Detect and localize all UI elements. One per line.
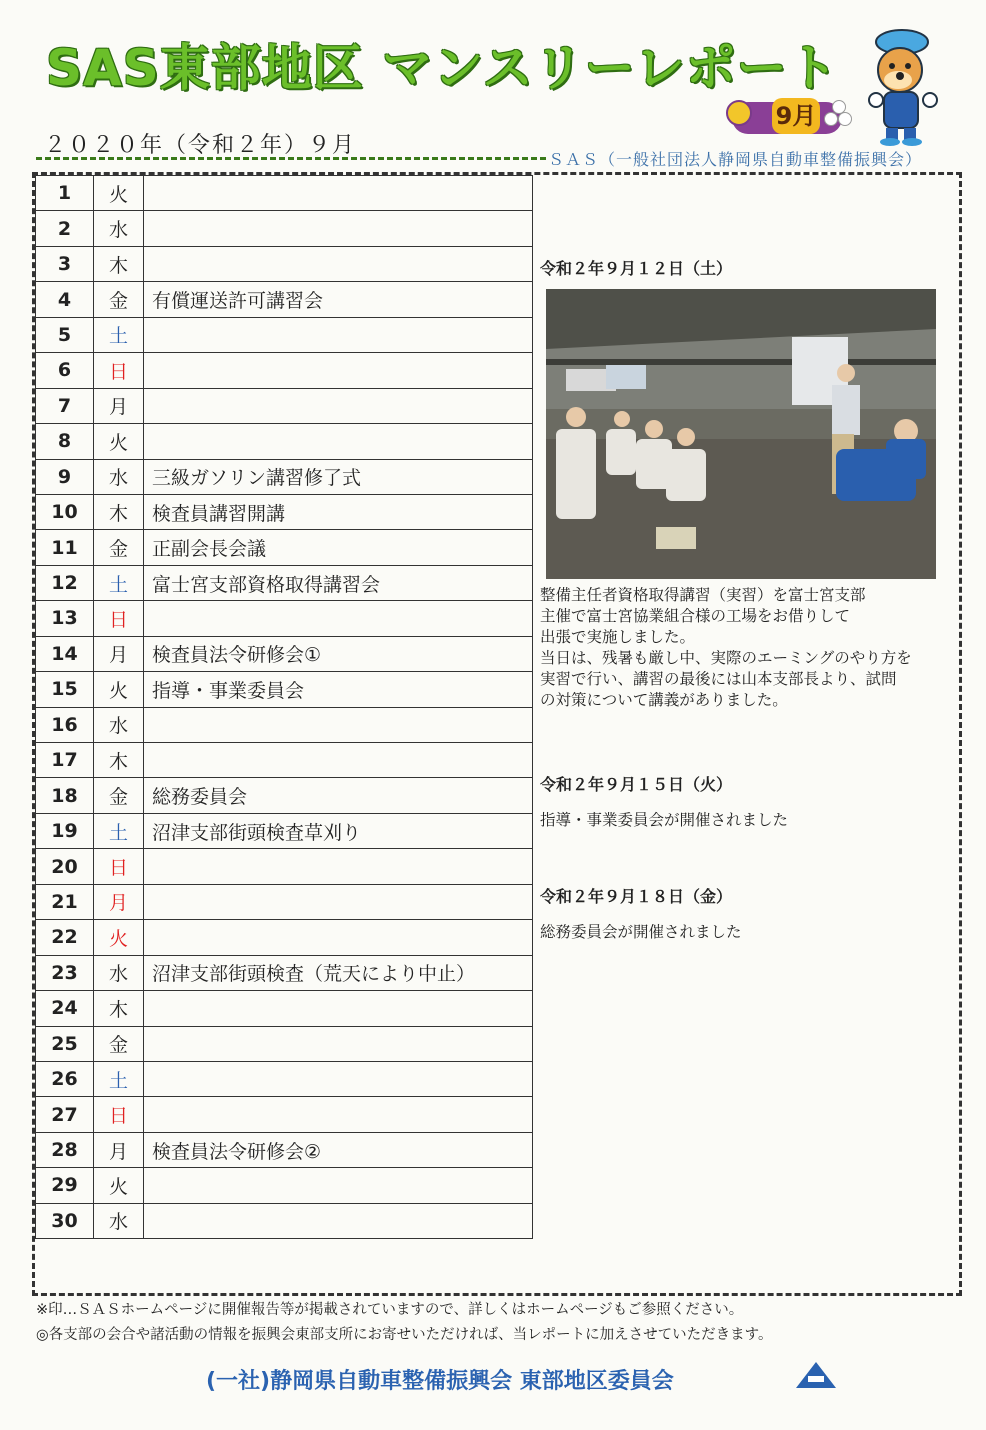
workshop-photo [546,289,936,579]
calendar-row [36,1026,533,1061]
day-number: 6 [36,353,94,388]
calendar-row [36,884,533,919]
event-cell [144,424,533,459]
footnote: ◎各支部の会合や諸活動の情報を振興会東部支所にお寄せいただければ、当レポートに加えさせていただきます。 [36,1327,773,1343]
calendar-row [36,707,533,742]
calendar-row [36,565,533,600]
weekday: 土 [94,813,144,848]
weekday: 土 [94,565,144,600]
calendar-row [36,246,533,281]
report-1-body [540,585,950,711]
calendar-row [36,176,533,211]
report-date: 令和２年９月１２日（土） [540,259,733,278]
report-line: の対策について講義がありました。 [540,691,788,709]
day-number: 30 [36,1203,94,1238]
event-cell [144,353,533,388]
footnote: ※印…ＳＡＳホームページに開催報告等が掲載されていますので、詳しくはホームページもご参照ください。 [36,1302,744,1318]
report-line: 当日は、残暑も厳し中、実際のエーミングのやり方を [540,649,912,667]
weekday: 木 [94,991,144,1026]
day-number: 4 [36,282,94,317]
day-number: 27 [36,1097,94,1132]
weekday: 日 [94,353,144,388]
weekday: 木 [94,743,144,778]
calendar-row [36,317,533,352]
divider [36,157,546,160]
month-badge [720,96,860,140]
calendar-row [36,353,533,388]
weekday: 月 [94,388,144,423]
day-number: 9 [36,459,94,494]
calendar-row [36,743,533,778]
weekday: 水 [94,707,144,742]
report-date: 令和２年９月１８日（金） [540,887,733,906]
weekday: 木 [94,246,144,281]
event-cell [144,601,533,636]
day-number: 8 [36,424,94,459]
weekday: 水 [94,211,144,246]
day-number: 16 [36,707,94,742]
weekday: 月 [94,1132,144,1167]
weekday: 水 [94,1203,144,1238]
weekday: 日 [94,1097,144,1132]
event-cell: 有償運送許可講習会 [144,282,533,317]
calendar-row [36,459,533,494]
weekday: 水 [94,955,144,990]
day-number: 5 [36,317,94,352]
weekday: 日 [94,601,144,636]
calendar-row [36,601,533,636]
calendar-row [36,1168,533,1203]
event-cell [144,1026,533,1061]
day-number: 29 [36,1168,94,1203]
calendar-row [36,991,533,1026]
event-cell: 沼津支部街頭検査（荒天により中止） [144,955,533,990]
day-number: 13 [36,601,94,636]
weekday: 木 [94,494,144,529]
moon-icon [726,100,752,126]
calendar-row [36,211,533,246]
calendar-row [36,1132,533,1167]
event-cell [144,1097,533,1132]
event-cell [144,743,533,778]
report-2 [540,774,950,831]
report-date: 令和２年９月１５日（火） [540,775,733,794]
weekday: 火 [94,176,144,211]
weekday: 月 [94,884,144,919]
day-number: 1 [36,176,94,211]
event-cell [144,707,533,742]
calendar-row [36,1061,533,1096]
report-period: ２０２０年（令和２年）９月 [44,133,357,158]
weekday: 土 [94,1061,144,1096]
report-line: 総務委員会が開催されました [540,923,742,941]
day-number: 14 [36,636,94,671]
calendar-row [36,813,533,848]
calendar-row [36,672,533,707]
weekday: 土 [94,317,144,352]
day-number: 19 [36,813,94,848]
weekday: 金 [94,1026,144,1061]
weekday: 日 [94,849,144,884]
event-cell [144,1168,533,1203]
event-cell [144,388,533,423]
day-number: 20 [36,849,94,884]
calendar-row [36,282,533,317]
report-line: 指導・事業委員会が開催されました [540,811,789,829]
day-number: 7 [36,388,94,423]
day-number: 10 [36,494,94,529]
day-number: 12 [36,565,94,600]
event-cell [144,246,533,281]
event-cell: 正副会長会議 [144,530,533,565]
report-3 [540,886,950,943]
day-number: 18 [36,778,94,813]
weekday: 金 [94,282,144,317]
report-line: 主催で富士宮協業組合様の工場をお借りして [540,607,851,625]
calendar-row [36,1203,533,1238]
page-title: SAS東部地区 マンスリーレポート [46,39,839,97]
calendar-row [36,494,533,529]
event-cell [144,849,533,884]
day-number: 15 [36,672,94,707]
weekday: 火 [94,920,144,955]
calendar-row [36,530,533,565]
day-number: 2 [36,211,94,246]
day-number: 11 [36,530,94,565]
calendar-row [36,955,533,990]
calendar-row [36,849,533,884]
calendar-row [36,388,533,423]
calendar-row [36,778,533,813]
report-line: 出張で実施しました。 [540,628,696,646]
event-cell: 検査員法令研修会① [144,636,533,671]
event-cell [144,1203,533,1238]
footer-organization: (一社)静岡県自動車整備振興会 東部地区委員会 [206,1369,674,1394]
day-number: 28 [36,1132,94,1167]
report-line: 整備主任者資格取得講習（実習）を富士宮支部 [540,586,866,604]
weekday: 金 [94,778,144,813]
event-cell [144,317,533,352]
calendar-table [35,175,533,1239]
month-label: 9月 [772,98,820,134]
event-cell [144,884,533,919]
day-number: 17 [36,743,94,778]
event-cell [144,920,533,955]
event-cell [144,211,533,246]
day-number: 3 [36,246,94,281]
day-number: 24 [36,991,94,1026]
mascot-icon [862,28,942,146]
calendar-row [36,424,533,459]
weekday: 月 [94,636,144,671]
event-cell: 総務委員会 [144,778,533,813]
day-number: 21 [36,884,94,919]
event-cell: 三級ガソリン講習修了式 [144,459,533,494]
weekday: 金 [94,530,144,565]
day-number: 26 [36,1061,94,1096]
organization-name: ＳＡＳ（一般社団法人静岡県自動車整備振興会） [548,150,923,169]
association-logo-icon [794,1360,838,1390]
weekday: 火 [94,1168,144,1203]
dango-icon [824,100,852,128]
event-cell: 沼津支部街頭検査草刈り [144,813,533,848]
day-number: 23 [36,955,94,990]
event-cell [144,176,533,211]
report-line: 実習で行い、講習の最後には山本支部長より、試問 [540,670,897,688]
day-number: 22 [36,920,94,955]
weekday: 火 [94,672,144,707]
event-cell [144,1061,533,1096]
event-cell: 検査員法令研修会② [144,1132,533,1167]
calendar-row [36,920,533,955]
event-cell: 指導・事業委員会 [144,672,533,707]
event-cell: 富士宮支部資格取得講習会 [144,565,533,600]
event-cell [144,991,533,1026]
weekday: 火 [94,424,144,459]
weekday: 水 [94,459,144,494]
calendar-row [36,1097,533,1132]
report-1 [540,258,950,279]
event-cell: 検査員講習開講 [144,494,533,529]
calendar-row [36,636,533,671]
day-number: 25 [36,1026,94,1061]
